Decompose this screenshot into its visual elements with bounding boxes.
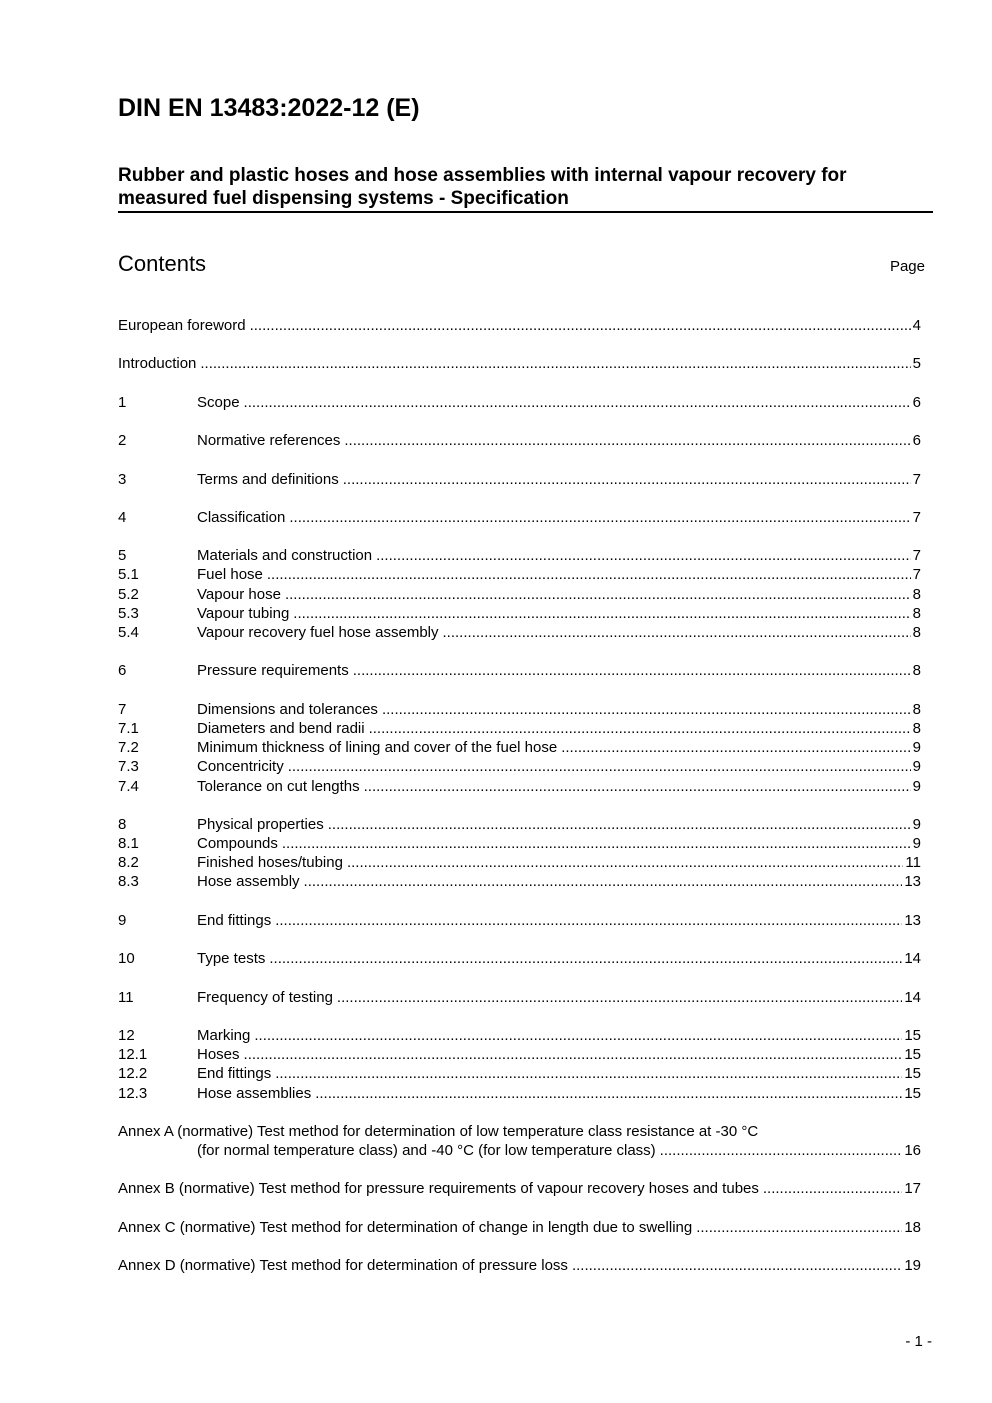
dot-leader — [376, 546, 911, 565]
dot-leader — [285, 585, 911, 604]
toc-entry-4[interactable] — [118, 508, 921, 527]
toc-number: 8.2 — [118, 854, 139, 872]
toc-title: Hose assemblies — [197, 1084, 312, 1102]
dot-leader — [347, 853, 903, 872]
toc-entry-introduction[interactable] — [118, 354, 921, 373]
dot-leader — [337, 988, 902, 1007]
toc-page: 9 — [912, 758, 921, 776]
dot-leader — [572, 1256, 902, 1275]
toc-title: End fittings — [197, 911, 272, 929]
toc-page: 14 — [904, 950, 921, 968]
toc-entry-annex-d[interactable] — [118, 1256, 921, 1275]
toc-number: 3 — [118, 470, 127, 488]
toc-title: Finished hoses/tubing — [197, 854, 343, 872]
toc-page: 7 — [912, 470, 921, 488]
toc-entry-7-2[interactable] — [118, 738, 921, 757]
dot-leader — [269, 949, 902, 968]
toc-number: 9 — [118, 911, 127, 929]
dot-leader — [244, 393, 911, 412]
toc-page: 7 — [912, 508, 921, 526]
toc-title: Vapour hose — [197, 585, 281, 603]
document-id: DIN EN 13483:2022-12 (E) — [118, 94, 420, 122]
toc-number: 6 — [118, 662, 127, 680]
dot-leader — [275, 911, 902, 930]
toc-page: 7 — [912, 547, 921, 565]
dot-leader — [353, 661, 911, 680]
toc-page: 8 — [912, 585, 921, 603]
toc-title: Annex D (normative) Test method for determination of pressure loss — [118, 1257, 568, 1275]
dot-leader — [288, 757, 911, 776]
dot-leader — [763, 1179, 902, 1198]
toc-title: Annex A (normative) Test method for determination of low temperature class resistance at -30 °C — [118, 1122, 759, 1140]
toc-title: Tolerance on cut lengths — [197, 777, 360, 795]
toc-entry-6[interactable] — [118, 661, 921, 680]
toc-title: Physical properties — [197, 815, 324, 833]
dot-leader — [275, 1064, 902, 1083]
toc-page: 15 — [904, 1065, 921, 1083]
dot-leader — [315, 1084, 902, 1103]
toc-title: Vapour tubing — [197, 604, 290, 622]
table-of-contents — [118, 316, 921, 1275]
dot-leader — [304, 872, 903, 891]
toc-number: 5.4 — [118, 624, 139, 641]
dot-leader — [343, 470, 911, 489]
toc-page: 13 — [904, 911, 921, 929]
toc-title: Annex C (normative) Test method for determination of change in length due to swelling — [118, 1218, 693, 1236]
toc-entry-annex-a-line1[interactable] — [118, 1122, 921, 1141]
toc-title: Hoses — [197, 1046, 240, 1064]
toc-title: Marking — [197, 1026, 251, 1044]
toc-number: 5.2 — [118, 585, 139, 603]
toc-page: 14 — [904, 988, 921, 1006]
dot-leader — [369, 719, 911, 738]
toc-page: 19 — [904, 1257, 921, 1275]
toc-entry-7[interactable] — [118, 700, 921, 719]
dot-leader — [696, 1218, 902, 1237]
toc-number: 12.2 — [118, 1065, 148, 1083]
subtitle-line-1: Rubber and plastic hoses and hose assemblies with internal vapour recovery for — [118, 165, 847, 186]
toc-number: 7.2 — [118, 739, 139, 757]
toc-title-continued: (for normal temperature class) and -40 °C (for low temperature class) — [197, 1142, 656, 1160]
toc-number: 4 — [118, 508, 127, 526]
toc-page: 5 — [912, 355, 921, 373]
toc-page: 7 — [912, 566, 921, 584]
dot-leader — [660, 1141, 903, 1160]
dot-leader — [254, 1026, 902, 1045]
dot-leader — [443, 623, 911, 642]
toc-number: 1 — [118, 393, 127, 411]
toc-title: Fuel hose — [197, 566, 263, 584]
toc-title: Diameters and bend radii — [197, 719, 365, 737]
toc-page: 15 — [904, 1046, 921, 1064]
toc-page: 9 — [912, 739, 921, 757]
toc-title: Compounds — [197, 835, 278, 853]
toc-entry-8-3[interactable] — [118, 872, 921, 891]
contents-title: Contents — [118, 251, 207, 276]
toc-entry-7-3[interactable] — [118, 757, 921, 776]
document-subtitle — [118, 164, 933, 213]
toc-number: 7.3 — [118, 758, 139, 776]
dot-leader — [289, 508, 910, 527]
toc-page: 6 — [912, 432, 921, 450]
toc-page: 13 — [904, 873, 921, 891]
dot-leader — [293, 604, 910, 623]
toc-entry-7-4[interactable] — [118, 777, 921, 796]
dot-leader — [561, 738, 910, 757]
toc-number: 8.1 — [118, 835, 139, 853]
toc-entry-8[interactable] — [118, 815, 921, 834]
toc-page: 15 — [904, 1084, 921, 1102]
dot-leader — [250, 316, 911, 335]
toc-entry-foreword[interactable] — [118, 316, 921, 335]
toc-entry-8-1[interactable] — [118, 834, 921, 853]
toc-entry-5-1[interactable] — [118, 565, 921, 584]
toc-entry-7-1[interactable] — [118, 719, 921, 738]
toc-title: European foreword — [118, 317, 246, 334]
toc-page: 8 — [912, 604, 921, 622]
toc-entry-2[interactable] — [118, 431, 921, 450]
toc-number: 11 — [118, 988, 134, 1006]
toc-page: 9 — [912, 835, 921, 853]
dot-leader — [200, 354, 910, 373]
toc-page: 8 — [912, 624, 921, 641]
toc-entry-12-1[interactable] — [118, 1045, 921, 1064]
toc-page: 4 — [912, 317, 921, 334]
dot-leader — [344, 431, 910, 450]
toc-title: Scope — [197, 393, 240, 411]
toc-title: Classification — [197, 508, 286, 526]
dot-leader — [328, 815, 911, 834]
toc-number: 5.1 — [118, 566, 139, 584]
toc-entry-8-2[interactable] — [118, 853, 921, 872]
toc-page: 6 — [912, 393, 921, 411]
dot-leader — [282, 834, 911, 853]
toc-entry-1[interactable] — [118, 393, 921, 412]
toc-number: 5 — [118, 547, 127, 565]
toc-number: 2 — [118, 432, 127, 450]
dot-leader — [364, 777, 911, 796]
toc-number: 12.1 — [118, 1046, 148, 1064]
toc-title: Type tests — [197, 950, 266, 968]
toc-title: Minimum thickness of lining and cover of the fuel hose — [197, 739, 558, 757]
toc-entry-3[interactable] — [118, 470, 921, 489]
toc-page: 17 — [904, 1180, 921, 1198]
toc-title: Dimensions and tolerances — [197, 700, 378, 718]
dot-leader — [382, 700, 911, 719]
toc-entry-annex-b[interactable] — [118, 1179, 921, 1198]
toc-title: Introduction — [118, 355, 197, 373]
toc-entry-5-4[interactable] — [118, 623, 921, 642]
dot-leader — [244, 1045, 903, 1064]
toc-entry-5-2[interactable] — [118, 585, 921, 604]
toc-title: Concentricity — [197, 758, 284, 776]
toc-page: 8 — [912, 719, 921, 737]
toc-title: End fittings — [197, 1065, 272, 1083]
toc-number: 7 — [118, 700, 127, 718]
toc-page: 18 — [904, 1218, 921, 1236]
toc-number: 12.3 — [118, 1084, 148, 1102]
toc-number: 10 — [118, 950, 135, 968]
toc-number: 7.1 — [118, 719, 139, 737]
toc-number: 7.4 — [118, 777, 139, 795]
toc-page: 15 — [904, 1026, 921, 1044]
toc-page: 8 — [912, 662, 921, 680]
toc-entry-12-3[interactable] — [118, 1084, 921, 1103]
toc-title: Vapour recovery fuel hose assembly — [197, 624, 439, 641]
toc-number: 8 — [118, 815, 127, 833]
toc-title: Hose assembly — [197, 873, 300, 891]
toc-entry-9[interactable] — [118, 911, 921, 930]
toc-page: 16 — [904, 1142, 921, 1160]
toc-entry-10[interactable] — [118, 949, 921, 968]
toc-page: 8 — [912, 700, 921, 718]
toc-page: 9 — [912, 777, 921, 795]
toc-number: 12 — [118, 1026, 135, 1044]
toc-entry-annex-a-line2[interactable] — [118, 1141, 921, 1160]
toc-title: Annex B (normative) Test method for pressure requirements of vapour recovery hoses and tubes — [118, 1180, 759, 1198]
toc-entry-11[interactable] — [118, 988, 921, 1007]
toc-page: 9 — [912, 815, 921, 833]
dot-leader — [267, 565, 911, 584]
toc-page: 11 — [905, 854, 921, 872]
subtitle-line-2: measured fuel dispensing systems - Specification — [118, 188, 569, 209]
toc-title: Pressure requirements — [197, 662, 349, 680]
toc-title: Frequency of testing — [197, 988, 333, 1006]
toc-entry-5[interactable] — [118, 546, 921, 565]
toc-title: Normative references — [197, 432, 341, 450]
page-column-label: Page — [889, 258, 925, 275]
toc-title: Terms and definitions — [197, 470, 339, 488]
toc-entry-annex-c[interactable] — [118, 1218, 921, 1237]
toc-number: 8.3 — [118, 873, 139, 891]
toc-entry-12-2[interactable] — [118, 1064, 921, 1083]
footer-page-number: - 1 - — [905, 1333, 932, 1350]
toc-entry-12[interactable] — [118, 1026, 921, 1045]
toc-number: 5.3 — [118, 604, 139, 622]
toc-title: Materials and construction — [197, 547, 373, 565]
toc-entry-5-3[interactable] — [118, 604, 921, 623]
